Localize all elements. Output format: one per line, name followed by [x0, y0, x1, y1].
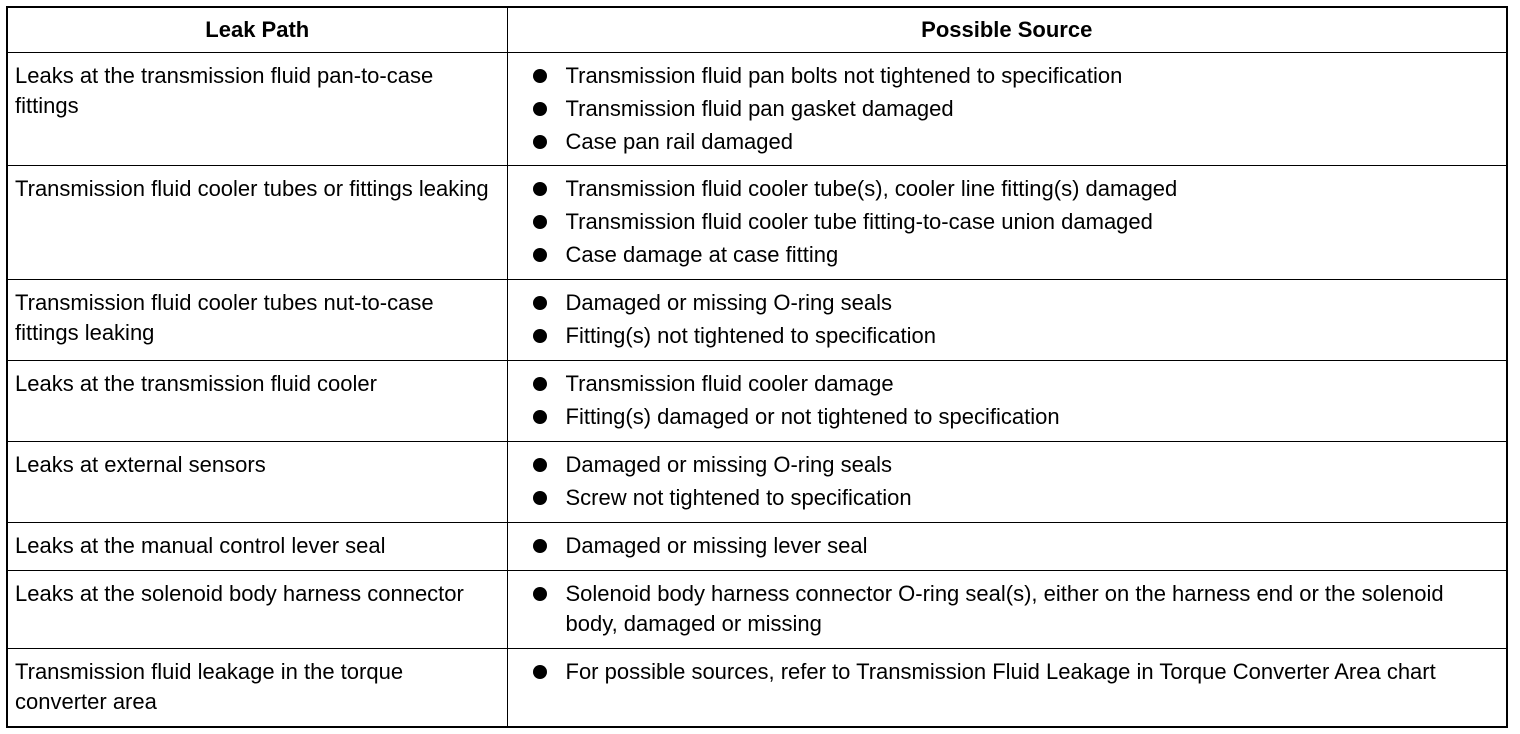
source-text: Damaged or missing O-ring seals [565, 452, 892, 477]
bullet-icon [533, 377, 547, 391]
source-item [532, 369, 1487, 399]
bullet-icon [533, 215, 547, 229]
source-item [532, 240, 1487, 270]
bullet-icon [533, 296, 547, 310]
source-item [532, 402, 1487, 432]
source-text: Transmission fluid cooler damage [565, 371, 894, 396]
source-item [532, 61, 1487, 91]
source-list [532, 61, 1487, 157]
source-text: Fitting(s) damaged or not tightened to specification [565, 404, 1060, 429]
bullet-icon [533, 410, 547, 424]
source-text: Damaged or missing lever seal [565, 533, 868, 558]
source-list [532, 174, 1487, 270]
table-row [8, 649, 1506, 727]
possible-source-cell [507, 280, 1506, 361]
table-row [8, 166, 1506, 280]
leak-path-table-frame [6, 6, 1508, 728]
table-row [8, 280, 1506, 361]
source-text: Case pan rail damaged [565, 129, 793, 154]
source-item [532, 483, 1487, 513]
bullet-icon [533, 182, 547, 196]
source-item [532, 207, 1487, 237]
leak-path-cell: Leaks at the manual control lever seal [8, 523, 507, 571]
leak-path-cell: Leaks at the transmission fluid cooler [8, 361, 507, 442]
table-row [8, 523, 1506, 571]
possible-source-cell [507, 442, 1506, 523]
table-row [8, 571, 1506, 649]
bullet-icon [533, 665, 547, 679]
source-list [532, 369, 1487, 432]
header-leak-path: Leak Path [8, 8, 507, 53]
leak-path-table [8, 8, 1506, 727]
possible-source-cell [507, 166, 1506, 280]
source-item [532, 579, 1487, 639]
possible-source-cell [507, 571, 1506, 649]
source-text: For possible sources, refer to Transmission Fluid Leakage in Torque Converter Area chart [565, 659, 1436, 684]
leak-path-cell: Leaks at the transmission fluid pan-to-case fittings [8, 53, 507, 166]
leak-path-cell: Leaks at the solenoid body harness connector [8, 571, 507, 649]
source-list [532, 288, 1487, 351]
table-row [8, 361, 1506, 442]
source-text: Transmission fluid cooler tube(s), cooler line fitting(s) damaged [565, 176, 1178, 201]
source-item [532, 450, 1487, 480]
source-item [532, 288, 1487, 318]
bullet-icon [533, 102, 547, 116]
source-list [532, 450, 1487, 513]
table-row [8, 53, 1506, 166]
source-item [532, 657, 1487, 687]
table-row [8, 442, 1506, 523]
header-row [8, 8, 1506, 53]
bullet-icon [533, 458, 547, 472]
leak-path-cell: Leaks at external sensors [8, 442, 507, 523]
possible-source-cell [507, 523, 1506, 571]
bullet-icon [533, 491, 547, 505]
bullet-icon [533, 135, 547, 149]
header-possible-source: Possible Source [507, 8, 1506, 53]
source-list [532, 657, 1487, 687]
bullet-icon [533, 69, 547, 83]
possible-source-cell [507, 361, 1506, 442]
source-text: Case damage at case fitting [565, 242, 839, 267]
bullet-icon [533, 329, 547, 343]
possible-source-cell [507, 53, 1506, 166]
source-text: Fitting(s) not tightened to specification [565, 323, 937, 348]
source-text: Solenoid body harness connector O-ring seal(s), either on the harness end or the solenoid body, damaged or missing [565, 581, 1444, 636]
leak-path-cell: Transmission fluid cooler tubes nut-to-case fittings leaking [8, 280, 507, 361]
leak-path-cell: Transmission fluid cooler tubes or fittings leaking [8, 166, 507, 280]
source-list [532, 531, 1487, 561]
source-item [532, 94, 1487, 124]
source-item [532, 321, 1487, 351]
source-text: Transmission fluid cooler tube fitting-to-case union damaged [565, 209, 1153, 234]
source-item [532, 531, 1487, 561]
leak-path-cell: Transmission fluid leakage in the torque converter area [8, 649, 507, 727]
source-text: Screw not tightened to specification [565, 485, 912, 510]
bullet-icon [533, 587, 547, 601]
bullet-icon [533, 248, 547, 262]
possible-source-cell [507, 649, 1506, 727]
source-text: Transmission fluid pan bolts not tightened to specification [565, 63, 1123, 88]
source-text: Transmission fluid pan gasket damaged [565, 96, 954, 121]
source-list [532, 579, 1487, 639]
source-text: Damaged or missing O-ring seals [565, 290, 892, 315]
bullet-icon [533, 539, 547, 553]
source-item [532, 174, 1487, 204]
source-item [532, 127, 1487, 157]
